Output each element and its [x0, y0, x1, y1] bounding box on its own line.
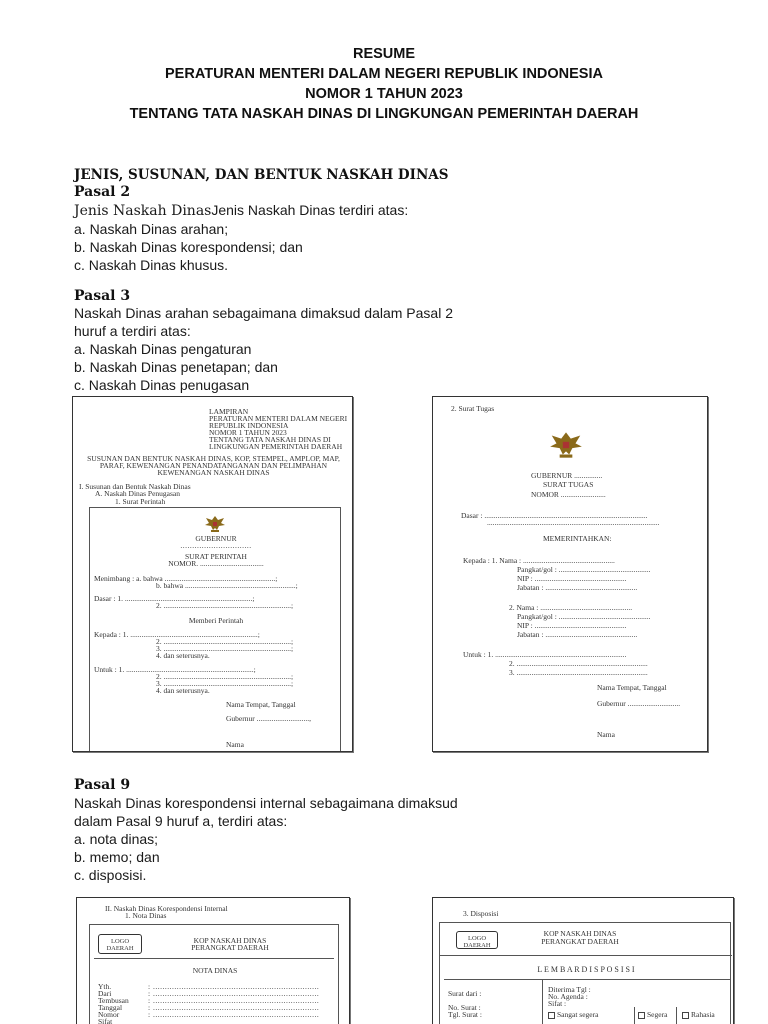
outline-line: 1. Surat Perintah [115, 497, 166, 506]
lampiran-line: TENTANG TATA NASKAH DINAS DI [209, 435, 331, 444]
nama-sign: Nama [226, 740, 244, 749]
lampiran-line: NOMOR 1 TAHUN 2023 [209, 428, 287, 437]
nota-label-1: II. Naskah Dinas Korespondensi Internal [105, 904, 228, 913]
outline-line: I. Susunan dan Bentuk Naskah Dinas [79, 482, 191, 491]
surat-perintah-frame [89, 507, 341, 752]
check-label: Segera [647, 1010, 668, 1019]
dasar-line: Dasar : ....................................................................................... [461, 511, 648, 520]
col-divider [542, 979, 543, 1024]
nota-dinas-frame [89, 924, 339, 1024]
pasal-9-line: dalam Pasal 9 huruf a, terdiri atas: [74, 813, 288, 829]
disposisi-right-field: Sifat : [548, 999, 567, 1008]
nota-field: Dari [98, 989, 112, 998]
pasal-9-heading: Pasal 9 [74, 777, 131, 793]
gubernur-label: GUBERNUR ............... [531, 471, 603, 480]
nota-dinas-title: NOTA DINAS [192, 966, 238, 975]
gubernur-label: GUBERNUR [195, 534, 237, 543]
check-rahasia [682, 1010, 715, 1019]
pasal-2-item-a: a. Naskah Dinas arahan; [74, 221, 229, 237]
dasar-line: Dasar : 1. ....................................................................; [94, 594, 255, 603]
surat-tugas-label: 2. Surat Tugas [451, 404, 495, 413]
garuda-emblem-icon [547, 429, 585, 461]
heading-line: PARAF, KEWENANGAN PENANDATANGANAN DAN PELIMPAHAN [99, 461, 328, 470]
kepada-line: Kepada : 1. ....................................................................; [94, 630, 260, 639]
scan-surat-tugas [432, 396, 708, 752]
check-sangat-segera [548, 1010, 598, 1019]
dasar-line: 2. ....................................................................; [156, 601, 294, 610]
lampiran-line: PERATURAN MENTERI DALAM NEGERI [209, 414, 348, 423]
pasal-3-line: b. Naskah Dinas penetapan; dan [74, 359, 278, 375]
nota-dots: : ...................................................................... [148, 1010, 320, 1019]
kepada-line: NIP : ................................................. [517, 621, 627, 630]
untuk-line: Untuk : 1. ...................................................................... [463, 650, 627, 659]
pasal-3-heading: Pasal 3 [74, 288, 131, 304]
dasar-line: ............................................................................................ [487, 518, 660, 527]
kepada-line: Jabatan : ................................................. [517, 583, 638, 592]
nota-dots: : ...................................................................... [148, 996, 320, 1005]
section-heading: JENIS, SUSUNAN, DAN BENTUK NASKAH DINAS [74, 167, 449, 183]
title-divider [444, 979, 730, 980]
col-divider [634, 1007, 635, 1024]
lampiran-line: REPUBLIK INDONESIA [209, 421, 289, 430]
kepada-line: Pangkat/gol : ................................................. [517, 612, 651, 621]
untuk-line: Untuk : 1. ....................................................................; [94, 665, 256, 674]
check-segera [638, 1010, 667, 1019]
checkbox-icon [682, 1012, 689, 1019]
nota-field: Tanggal [98, 1003, 123, 1012]
disposisi-left-field: No. Surat : [448, 1003, 481, 1012]
kepada-line: Pangkat/gol : ................................................. [517, 565, 651, 574]
check-label: Sangat segera [557, 1010, 599, 1019]
logo-text: DAERAH [463, 942, 491, 949]
memerintahkan: MEMERINTAHKAN: [543, 534, 612, 543]
kop-line: KOP NASKAH DINAS [543, 929, 617, 938]
pasal-2-body [74, 201, 408, 274]
nomor-line: NOMOR ........................ [531, 490, 606, 499]
pasal-2-item-c: c. Naskah Dinas khusus. [74, 257, 229, 273]
disposisi-frame [439, 922, 731, 1024]
logo-daerah-box [456, 931, 498, 949]
pasal-9-line: b. memo; dan [74, 849, 160, 865]
kop-line: PERANGKAT DAERAH [541, 937, 619, 946]
nota-field: Yth. [98, 982, 112, 991]
nota-dots: : ...................................................................... [148, 982, 320, 991]
scan-disposisi [432, 897, 734, 1024]
logo-text: DAERAH [106, 945, 134, 952]
pasal-3-line: Naskah Dinas arahan sebagaimana dimaksud dalam Pasal 2 [74, 305, 453, 321]
title-line-1: RESUME [352, 46, 416, 62]
untuk-line: 4. dan seterusnya. [156, 686, 210, 695]
untuk-line: 3. ...................................................................... [509, 668, 648, 677]
outline-line: A. Naskah Dinas Penugasan [95, 489, 180, 498]
kop-line: PERANGKAT DAERAH [191, 943, 269, 952]
surat-perintah-title: SURAT PERINTAH [185, 552, 247, 561]
pasal-2-intro [74, 201, 408, 220]
lampiran-line: LINGKUNGAN PEMERINTAH DAERAH [209, 442, 343, 451]
lampiran-line: LAMPIRAN [209, 407, 249, 416]
kop-line: KOP NASKAH DINAS [193, 936, 267, 945]
pasal-9-body [74, 794, 458, 884]
pasal-3-line: a. Naskah Dinas pengaturan [74, 341, 252, 357]
kop-divider [440, 955, 732, 956]
check-label: Rahasia [691, 1010, 715, 1019]
heading-line: KEWENANGAN NASKAH DINAS [157, 468, 270, 477]
pasal-3-body [74, 304, 453, 394]
disposisi-right-field: No. Agenda : [548, 992, 588, 1001]
kepada-line: 2. Nama : ................................................. [509, 603, 633, 612]
nota-field: Tembusan [98, 996, 129, 1005]
menimbang-line: b. bahwa ...........................................................; [156, 581, 298, 590]
kepada-line: Kepada : 1. Nama : ................................................. [463, 556, 615, 565]
nota-field: Nomor [98, 1010, 120, 1019]
logo-text: LOGO [110, 938, 130, 945]
untuk-line: 3. ....................................................................; [156, 679, 294, 688]
disposisi-label: 3. Disposisi [463, 909, 499, 918]
pasal-3-line: c. Naskah Dinas penugasan [74, 377, 250, 393]
disposisi-left-field: Tgl. Surat : [448, 1010, 482, 1019]
title-line-3: NOMOR 1 TAHUN 2023 [305, 86, 463, 102]
pasal-2-intro-serif: Jenis Naskah Dinas [74, 203, 212, 219]
heading-line: SUSUNAN DAN BENTUK NASKAH DINAS, KOP, STEMPEL, AMPLOP, MAP, [87, 454, 340, 463]
scan-nota-dinas [76, 897, 350, 1024]
checkbox-icon [638, 1012, 645, 1019]
surat-tugas-title: SURAT TUGAS [543, 480, 594, 489]
disposisi-right-field: Diterima Tgl : [548, 985, 591, 994]
gubernur-sign: Gubernur ............................, [226, 714, 311, 723]
pasal-9-line: Naskah Dinas korespondensi internal sebagaimana dimaksud [74, 795, 458, 811]
scan-surat-perintah [72, 396, 353, 752]
pasal-9-line: c. disposisi. [74, 867, 147, 883]
gubernur-dots: .............................. [180, 541, 252, 550]
kepada-line: 4. dan seterusnya. [156, 651, 210, 660]
title-line-2: PERATURAN MENTERI DALAM NEGERI REPUBLIK INDONESIA [165, 66, 603, 82]
col-divider [676, 1007, 677, 1024]
nota-label-2: 1. Nota Dinas [125, 911, 167, 920]
nota-dots: : ...................................................................... [148, 989, 320, 998]
document-title [0, 44, 768, 124]
nama-sign: Nama [597, 730, 615, 739]
logo-daerah-box [98, 934, 142, 954]
pasal-9-line: a. nota dinas; [74, 831, 159, 847]
kepada-line: 3. ....................................................................; [156, 644, 294, 653]
memberi-perintah: Memberi Perintah [188, 616, 244, 625]
pasal-2-heading: Pasal 2 [74, 184, 131, 200]
disposisi-left-field: Surat dari : [448, 989, 482, 998]
gubernur-sign: Gubernur ............................ [597, 699, 681, 708]
lembar-disposisi-title: L E M B A R D I S P O S I S I [537, 965, 635, 974]
nomor-line: NOMOR. .................................. [168, 559, 264, 568]
kepada-line: Jabatan : ................................................. [517, 630, 638, 639]
kepada-line: 2. ....................................................................; [156, 637, 294, 646]
pasal-3-line: huruf a terdiri atas: [74, 323, 191, 339]
pasal-2-intro-sans: Jenis Naskah Dinas terdiri atas: [211, 202, 409, 218]
logo-text: LOGO [467, 935, 487, 942]
kop-divider [94, 958, 334, 959]
tempat-tanggal: Nama Tempat, Tanggal [226, 700, 296, 709]
garuda-emblem-icon [203, 514, 227, 534]
pasal-2-item-b: b. Naskah Dinas korespondensi; dan [74, 239, 303, 255]
checkbox-icon [548, 1012, 555, 1019]
tempat-tanggal: Nama Tempat, Tanggal [597, 683, 667, 692]
title-line-4: TENTANG TATA NASKAH DINAS DI LINGKUNGAN PEMERINTAH DAERAH [129, 106, 639, 122]
untuk-line: 2. ....................................................................; [156, 672, 294, 681]
kepada-line: NIP : ................................................. [517, 574, 627, 583]
menimbang-line: Menimbang : a. bahwa ...........................................................; [94, 574, 278, 583]
untuk-line: 2. ...................................................................... [509, 659, 648, 668]
nota-dots: : ...................................................................... [148, 1003, 320, 1012]
nota-field: Sifat [98, 1017, 113, 1024]
